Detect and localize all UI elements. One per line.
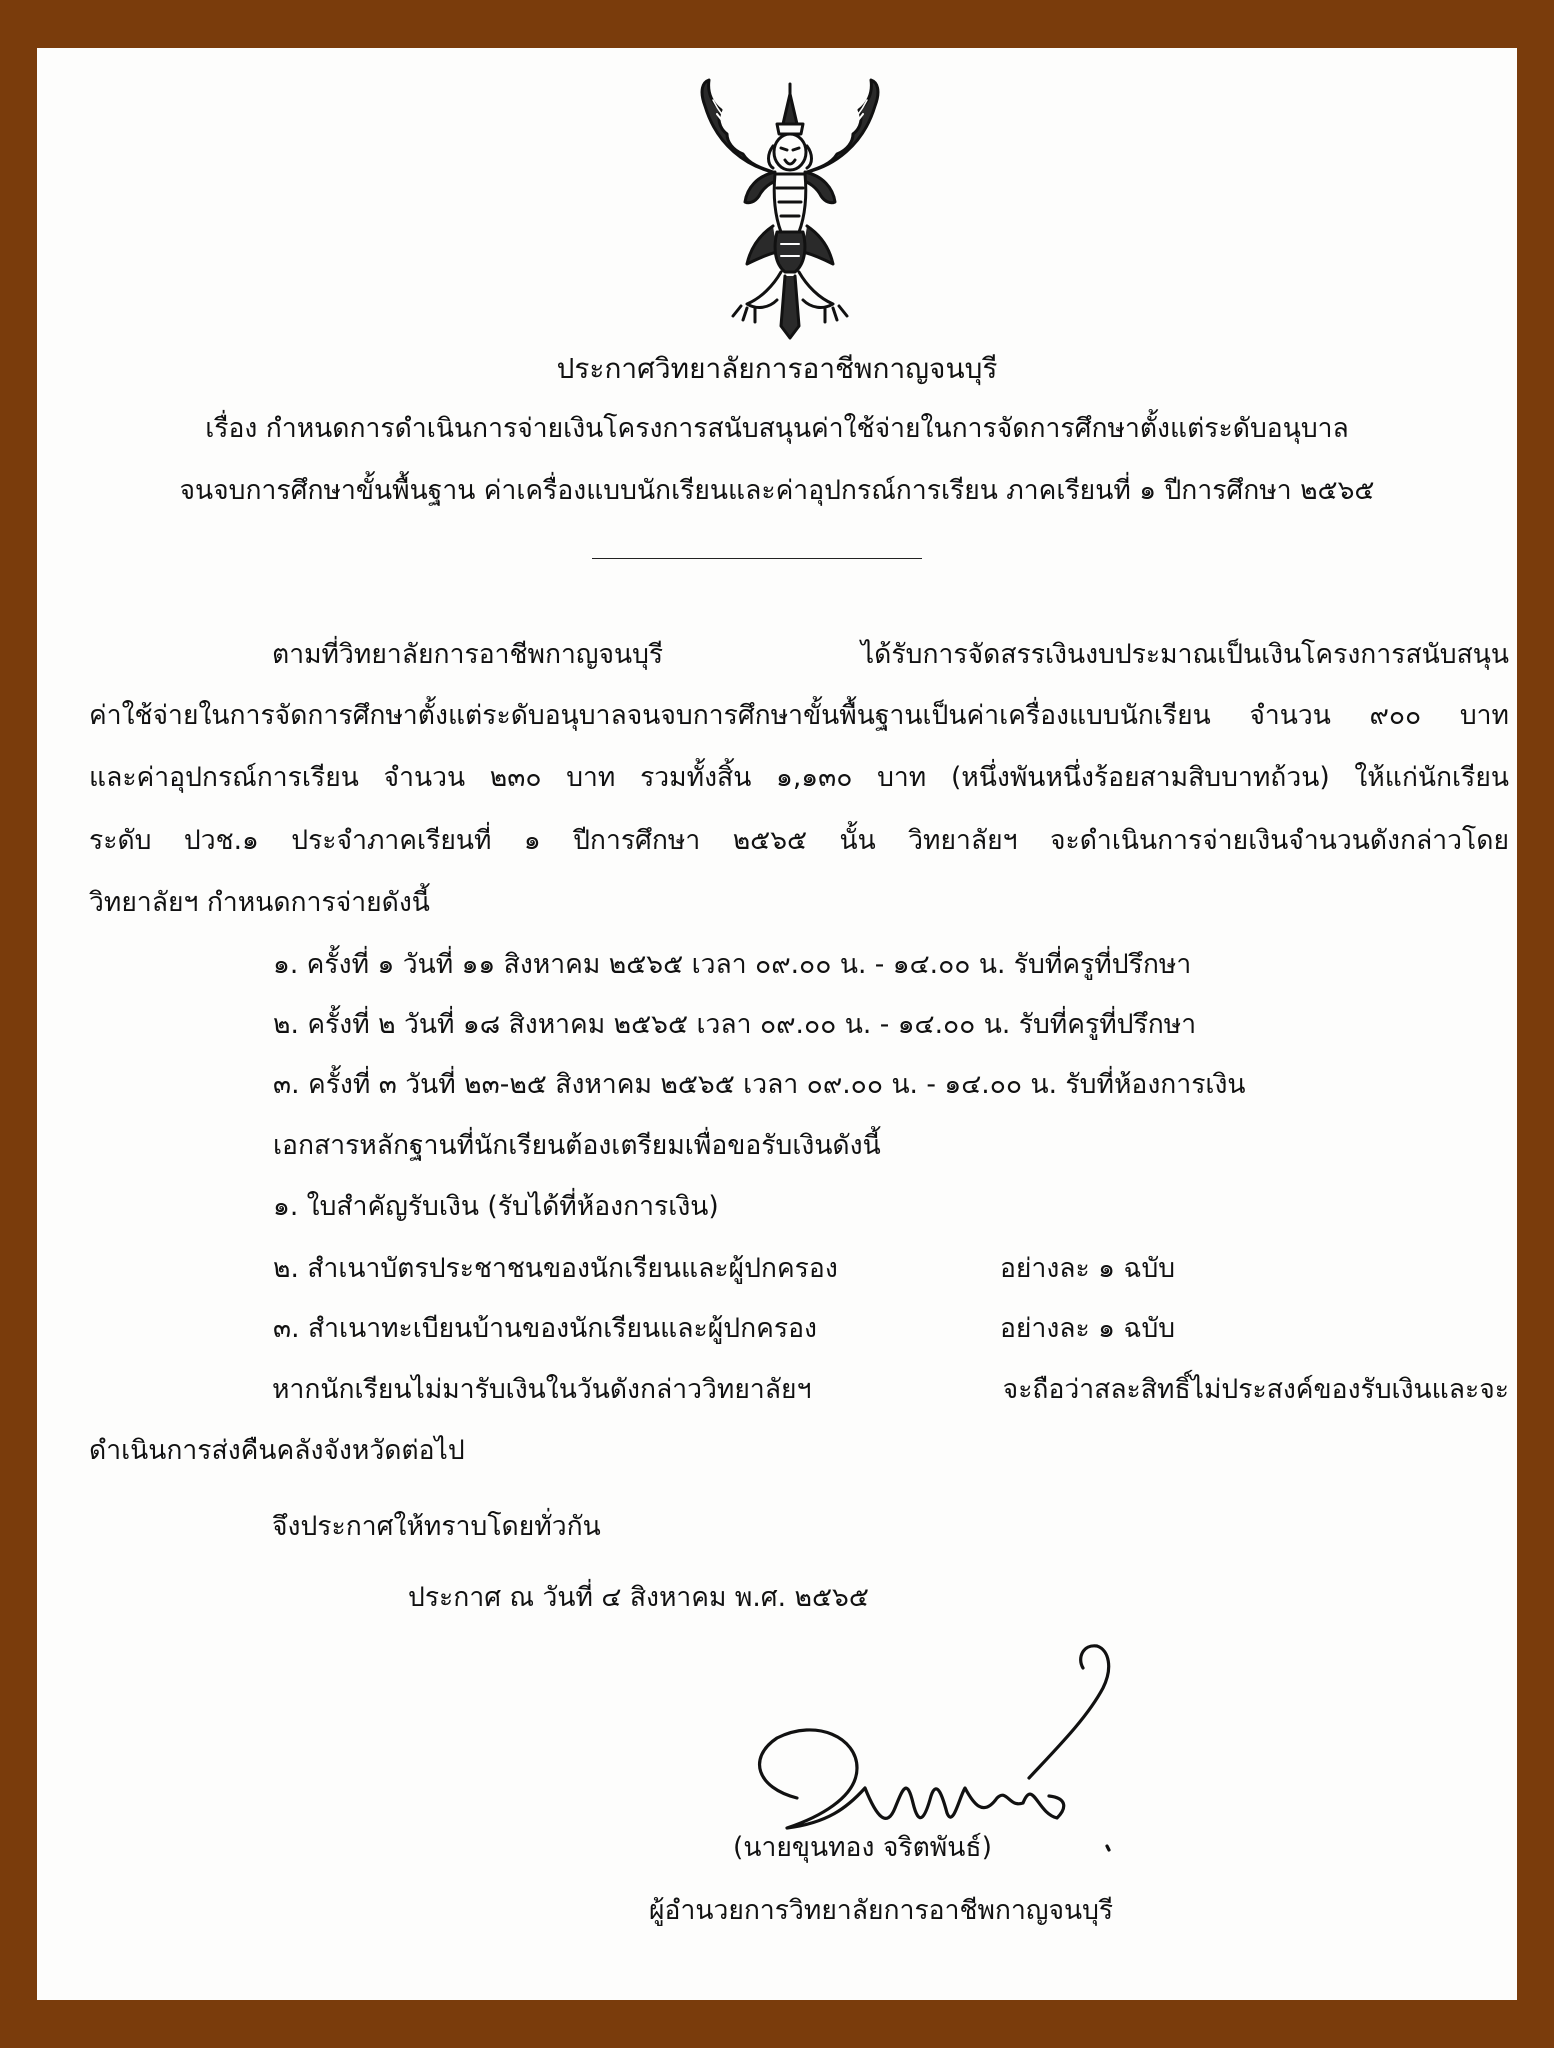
schedule-item-2: ๒. ครั้งที่ ๒ วันที่ ๑๘ สิงหาคม ๒๕๖๕ เวลา ๐๙.๐๐ น. - ๑๔.๐๐ น. รับที่ครูที่ปรึกษา <box>273 1009 1197 1040</box>
paragraph-1-line-3: และค่าอุปกรณ์การเรียน จำนวน ๒๓๐ บาท รวมทั้งสิ้น ๑,๑๓๐ บาท (หนึ่งพันหนึ่งร้อยสามสิบบาทถ้วน) ให้แก่นักเรียน <box>89 762 1509 793</box>
signatory-name: (นายขุนทอง จริตพันธ์) <box>733 1832 992 1863</box>
schedule-item-1: ๑. ครั้งที่ ๑ วันที่ ๑๑ สิงหาคม ๒๕๖๕ เวลา ๐๙.๐๐ น. - ๑๔.๐๐ น. รับที่ครูที่ปรึกษา <box>273 949 1192 980</box>
paragraph-1-line-1: ตามที่วิทยาลัยการอาชีพกาญจนบุรี ได้รับการจัดสรรเงินงบประมาณเป็นเงินโครงการสนับสนุน <box>272 639 1509 670</box>
signatory-position: ผู้อำนวยการวิทยาลัยการอาชีพกาญจนบุรี <box>649 1895 1114 1926</box>
paragraph-2-line-2: ดำเนินการส่งคืนคลังจังหวัดต่อไป <box>89 1435 465 1466</box>
subject-line-1: เรื่อง กำหนดการดำเนินการจ่ายเงินโครงการสนับสนุนค่าใช้จ่ายในการจัดการศึกษาตั้งแต่ระดับอนุบาล <box>205 413 1349 444</box>
document-item-1: ๑. ใบสำคัญรับเงิน (รับได้ที่ห้องการเงิน) <box>273 1191 719 1222</box>
documents-intro: เอกสารหลักฐานที่นักเรียนต้องเตรียมเพื่อขอรับเงินดังนี้ <box>273 1130 881 1161</box>
closing-statement: จึงประกาศให้ทราบโดยทั่วกัน <box>272 1511 601 1542</box>
document-item-2-qty: อย่างละ ๑ ฉบับ <box>1000 1253 1176 1284</box>
paragraph-1-line-2: ค่าใช้จ่ายในการจัดการศึกษาตั้งแต่ระดับอนุบาลจนจบการศึกษาขั้นพื้นฐานเป็นค่าเครื่องแบบนักเรียน จำนวน ๙๐๐ บาท <box>89 700 1509 731</box>
paragraph-1-line-4: ระดับ ปวช.๑ ประจำภาคเรียนที่ ๑ ปีการศึกษา ๒๕๖๕ นั้น วิทยาลัยฯ จะดำเนินการจ่ายเงินจำนวนดังกล่าวโดย <box>89 825 1509 856</box>
subject-line-2: จนจบการศึกษาขั้นพื้นฐาน ค่าเครื่องแบบนักเรียนและค่าอุปกรณ์การเรียน ภาคเรียนที่ ๑ ปีการศึกษา ๒๕๖๕ <box>179 475 1375 506</box>
signature-icon <box>737 1628 1177 1908</box>
garuda-emblem-icon <box>677 76 903 346</box>
issued-date: ประกาศ ณ วันที่ ๔ สิงหาคม พ.ศ. ๒๕๖๕ <box>408 1582 869 1613</box>
document-item-3: ๓. สำเนาทะเบียนบ้านของนักเรียนและผู้ปกครอง <box>273 1313 817 1344</box>
paragraph-1-line-5: วิทยาลัยฯ กำหนดการจ่ายดังนี้ <box>89 887 430 918</box>
announcement-heading: ประกาศวิทยาลัยการอาชีพกาญจนบุรี <box>556 352 998 385</box>
document-item-2: ๒. สำเนาบัตรประชาชนของนักเรียนและผู้ปกครอง <box>273 1253 838 1284</box>
document-item-3-qty: อย่างละ ๑ ฉบับ <box>1000 1313 1176 1344</box>
announcement-page <box>37 48 1517 2000</box>
paragraph-2-line-1: หากนักเรียนไม่มารับเงินในวันดังกล่าววิทยาลัยฯ จะถือว่าสละสิทธิ์ไม่ประสงค์ของรับเงินและจะ <box>272 1374 1509 1405</box>
divider-line <box>592 558 922 559</box>
schedule-item-3: ๓. ครั้งที่ ๓ วันที่ ๒๓-๒๕ สิงหาคม ๒๕๖๕ เวลา ๐๙.๐๐ น. - ๑๔.๐๐ น. รับที่ห้องการเงิน <box>273 1069 1246 1100</box>
